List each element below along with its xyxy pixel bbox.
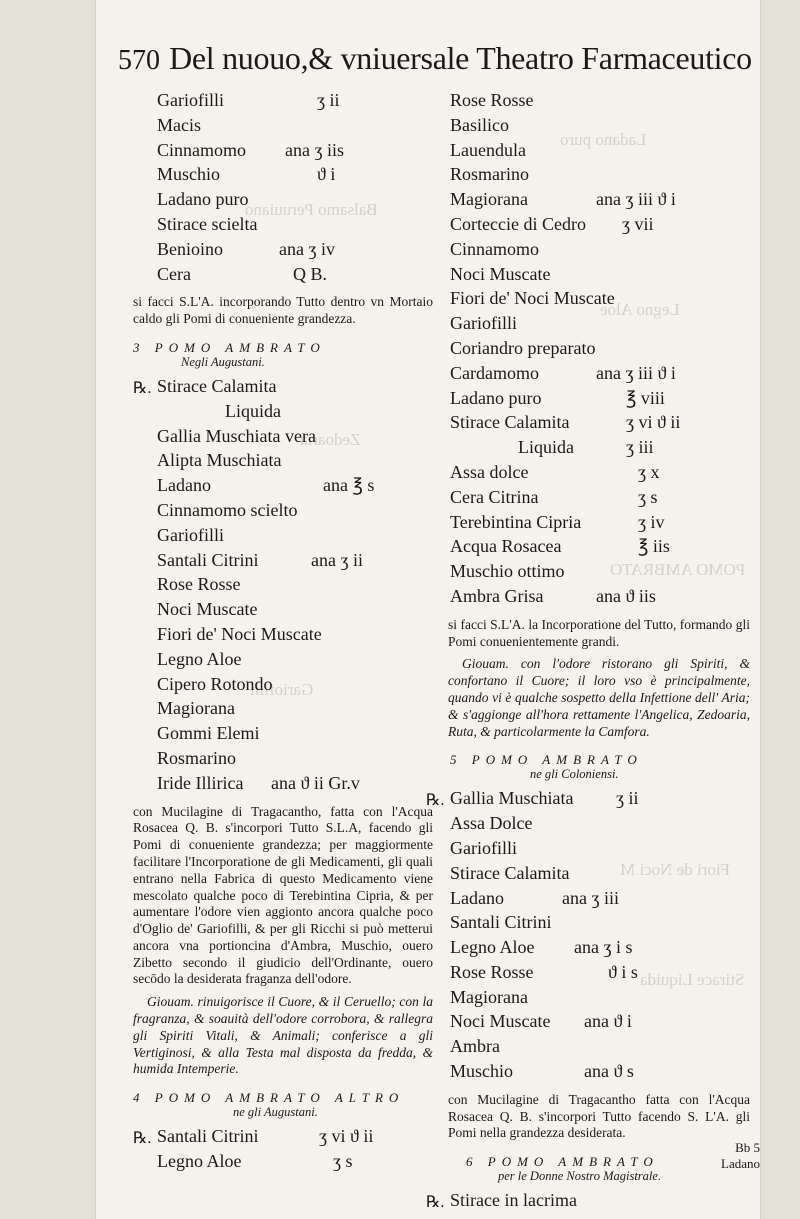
ingredient-name: Cipero Rotondo <box>157 673 273 694</box>
ingredient-list <box>426 1190 750 1215</box>
ingredient-name: Cardamomo <box>450 362 539 383</box>
ingredient-qty: ℥ viii <box>626 387 665 408</box>
ingredient-qty: ana ʒ iv <box>279 238 335 259</box>
ingredient-name: Muschio <box>450 1061 513 1082</box>
ingredient-row <box>426 962 750 987</box>
section-heading <box>450 1154 750 1184</box>
ingredient-name: Iride Illirica <box>157 772 244 793</box>
ingredient-qty: ana ℥ s <box>323 475 375 496</box>
ingredient-row <box>426 863 750 888</box>
ingredient-name: Cera Citrina <box>450 486 539 507</box>
ingredient-row <box>133 624 433 649</box>
recipe-symbol: ℞. <box>426 1194 445 1212</box>
ingredient-name: Basilico <box>450 114 509 135</box>
ingredient-qty: ϑ i s <box>608 961 638 982</box>
ingredient-row <box>133 115 433 140</box>
ingredient-name: Noci Muscate <box>450 263 551 284</box>
ingredient-row <box>133 698 433 723</box>
ingredient-row <box>133 599 433 624</box>
ingredient-row <box>133 1126 433 1151</box>
ingredient-list <box>133 90 433 288</box>
ingredient-name: Muschio <box>157 164 220 185</box>
ingredient-row <box>133 214 433 239</box>
ingredient-row <box>426 164 750 189</box>
ingredient-list <box>133 1126 433 1176</box>
ingredient-row <box>133 90 433 115</box>
virtues-paragraph: Giouam. con l'odore ristorano gli Spiriti, & confortano il Cuore; il loro vso è principalmente, quando vi è qualche sospetto della Infettione dell' Aria; & s'aggionge all'hora rettamente l'Angelica, Zedoaria, Ruta, & particolarmente la Camfora. <box>448 656 750 739</box>
ingredient-row <box>426 437 750 462</box>
ingredient-row <box>426 363 750 388</box>
bleed-through-text: Zedoaria <box>300 430 361 449</box>
ingredient-name: Acqua Rosacea <box>450 536 562 557</box>
ingredient-qty: ana ʒ i s <box>574 937 633 958</box>
ingredient-name: Cera <box>157 263 191 284</box>
ingredient-row <box>426 140 750 165</box>
ingredient-qty: ʒ x <box>638 461 660 482</box>
virtues-paragraph: Giouam. rinuigorisce il Cuore, & il Ceruello; con la fragranza, & soauità dell'odore corrobora, & rallegra gli Spiriti Vitali, & Animali; conferisce a gli Vertiginosi, & alla Testa mal disposta da fredda, & humida Intemperie. <box>133 994 433 1077</box>
bleed-through-text: Fiori de Noci M <box>620 860 731 879</box>
ingredient-list <box>133 376 433 798</box>
ingredient-row <box>133 450 433 475</box>
ingredient-row <box>426 888 750 913</box>
recipe-symbol: ℞. <box>426 792 445 810</box>
ingredient-name: Santali Citrini <box>157 1126 259 1147</box>
ingredient-row <box>426 462 750 487</box>
ingredient-qty: ʒ vi ϑ ii <box>626 412 681 433</box>
ingredient-name: Liquida <box>225 400 281 421</box>
ingredient-row <box>426 264 750 289</box>
ingredient-row <box>133 475 433 500</box>
ingredient-qty: ℥ iis <box>638 536 670 557</box>
ingredient-name: Ladano <box>450 887 504 908</box>
ingredient-name: Gariofilli <box>450 313 517 334</box>
ingredient-row <box>426 487 750 512</box>
ingredient-name: Gallia Muschiata vera <box>157 425 316 446</box>
ingredient-name: Gariofilli <box>157 90 224 110</box>
ingredient-row <box>133 773 433 798</box>
ingredient-row <box>133 1151 433 1176</box>
signature-mark <box>721 1140 760 1172</box>
ingredient-name: Gallia Muschiata <box>450 788 574 809</box>
ingredient-name: Muschio ottimo <box>450 561 565 582</box>
ingredient-name: Liquida <box>518 437 574 458</box>
instruction-paragraph: con Mucilagine di Tragacantho fatta con l'Acqua Rosacea Q. B. s'incorpori Tutto facendo S. L'A. gli Pomi nella grandezza desiderata. <box>448 1091 750 1141</box>
ingredient-name: Benioino <box>157 238 223 259</box>
ingredient-row <box>133 649 433 674</box>
ingredient-name: Legno Aloe <box>157 1151 242 1172</box>
ingredient-qty: Q B. <box>293 263 328 284</box>
ingredient-row <box>426 1190 750 1215</box>
ingredient-name: Ambra <box>450 1036 500 1057</box>
section-subtitle: per le Donne Nostro Magistrale. <box>498 1169 662 1184</box>
section-title: 3 POMO AMBRATO <box>133 339 326 355</box>
ingredient-qty: ana ϑ ii Gr.v <box>271 772 360 793</box>
section-subtitle: ne gli Augustani. <box>233 1105 318 1120</box>
ingredient-name: Coriandro preparato <box>450 337 596 358</box>
ingredient-name: Fiori de' Noci Muscate <box>450 288 615 309</box>
ingredient-name: Lauendula <box>450 139 526 160</box>
ingredient-name: Macis <box>157 114 201 135</box>
ingredient-name: Rose Rosse <box>157 574 241 595</box>
ingredient-name: Rose Rosse <box>450 961 534 982</box>
ingredient-name: Gommi Elemi <box>157 723 260 744</box>
ingredient-name: Stirace Calamita <box>157 375 277 396</box>
ingredient-row <box>133 674 433 699</box>
ingredient-name: Gariofilli <box>157 524 224 545</box>
instruction-paragraph: si facci S.L'A. la Incorporatione del Tutto, formando gli Pomi conuenientemente grandi. <box>448 616 750 649</box>
ingredient-qty: ʒ ii <box>616 788 639 809</box>
bleed-through-text: Balsamo Peruuiano <box>245 200 378 219</box>
ingredient-row <box>133 748 433 773</box>
ingredient-row <box>133 574 433 599</box>
ingredient-qty: ana ʒ iii ϑ i <box>596 189 676 210</box>
ingredient-name: Stirace Calamita <box>450 862 570 883</box>
ingredient-qty: ϑ i <box>317 164 336 185</box>
ingredient-row <box>426 987 750 1012</box>
ingredient-qty: ana ʒ ii <box>311 549 363 570</box>
ingredient-name: Corteccie di Cedro <box>450 213 586 234</box>
ingredient-name: Santali Citrini <box>157 549 259 570</box>
ingredient-name: Magiorana <box>450 189 528 210</box>
ingredient-row <box>133 376 433 401</box>
ingredient-name: Stirace in lacrima <box>450 1190 577 1211</box>
section-heading <box>133 340 433 370</box>
ingredient-row <box>426 388 750 413</box>
ingredient-row <box>426 912 750 937</box>
ingredient-row <box>133 264 433 289</box>
ingredient-row <box>426 788 750 813</box>
instruction-paragraph: si facci S.L'A. incorporando Tutto dentro vn Mortaio caldo gli Pomi di conueniente grandezza. <box>133 294 433 327</box>
ingredient-qty: ʒ iv <box>638 511 665 532</box>
instruction-paragraph: con Mucilagine di Tragacantho, fatta con l'Acqua Rosacea Q. B. s'incorpori Tutto S.L.A, facendo gli Pomi di conueniente grandezza; per maggiormente facilitare l'Incorporatione de gli Medicamenti, gli quali entrano nella Fabrica di questo Medicamento viene mescolato qualche poco di Terebintina Cipria, & per aumentare l'odore vien aggionto ancora qualche poco d'Oglio de' Gariofilli, & per gli Ricchi si può metterui ancora vna portioncina d'Ambra, Muschio, ouero Zibetto secondo il giudicio dell'Ordinante, ouero secōdo la desiderata fraganza dell'odore. <box>133 803 433 987</box>
section-title: 5 POMO AMBRATO <box>450 752 643 768</box>
ingredient-qty: ʒ iii <box>626 437 654 458</box>
bleed-through-text: Legno Aloe <box>600 300 680 319</box>
ingredient-row <box>426 1061 750 1086</box>
ingredient-name: Rosmarino <box>157 747 236 768</box>
recipe-symbol: ℞. <box>133 379 152 397</box>
ingredient-row <box>133 525 433 550</box>
section-title: 6 POMO AMBRATO <box>466 1154 659 1170</box>
ingredient-name: Noci Muscate <box>450 1011 551 1032</box>
ingredient-name: Ladano <box>157 475 211 496</box>
ingredient-row <box>426 239 750 264</box>
left-column <box>133 90 433 1176</box>
ingredient-row <box>426 313 750 338</box>
ingredient-row <box>133 189 433 214</box>
ingredient-qty: ana ʒ iii ϑ i <box>596 362 676 383</box>
ingredient-name: Cinnamomo scielto <box>157 499 298 520</box>
ingredient-qty: ana ϑ i <box>584 1011 632 1032</box>
ingredient-row <box>133 550 433 575</box>
ingredient-name: Ambra Grisa <box>450 585 544 606</box>
ingredient-qty: ana ʒ iis <box>285 139 344 160</box>
catchword: Ladano <box>721 1156 760 1171</box>
ingredient-row <box>426 1036 750 1061</box>
section-subtitle: ne gli Coloniensi. <box>530 767 619 782</box>
ingredient-name: Cinnamomo <box>450 238 539 259</box>
page-title: Del nuouo,& vniuersale Theatro Farmaceutico <box>169 40 752 76</box>
section-heading <box>133 1090 433 1120</box>
ingredient-row <box>133 164 433 189</box>
ingredient-name: Rose Rosse <box>450 90 534 110</box>
ingredient-name: Terebintina Cipria <box>450 511 582 532</box>
ingredient-row <box>133 401 433 426</box>
ingredient-row <box>426 412 750 437</box>
ingredient-row <box>426 189 750 214</box>
ingredient-row <box>133 426 433 451</box>
ingredient-qty: ʒ vii <box>622 213 654 234</box>
ingredient-name: Rosmarino <box>450 164 529 185</box>
ingredient-list <box>426 90 750 611</box>
right-column <box>426 90 750 1215</box>
ingredient-row <box>426 838 750 863</box>
ingredient-row <box>426 512 750 537</box>
ingredient-qty: ʒ s <box>333 1151 353 1172</box>
ingredient-row <box>133 500 433 525</box>
bleed-through-text: Ladano puro <box>560 130 647 149</box>
ingredient-name: Cinnamomo <box>157 139 246 160</box>
ingredient-name: Gariofilli <box>450 837 517 858</box>
ingredient-name: Ladano puro <box>450 387 542 408</box>
recipe-symbol: ℞. <box>133 1130 152 1148</box>
ingredient-qty: ʒ s <box>638 486 658 507</box>
ingredient-row <box>426 536 750 561</box>
section-heading <box>450 752 750 782</box>
ingredient-name: Legno Aloe <box>157 648 242 669</box>
ingredient-row <box>426 338 750 363</box>
ingredient-qty: ana ϑ s <box>584 1061 634 1082</box>
ingredient-row <box>426 586 750 611</box>
section-subtitle: Negli Augustani. <box>181 354 265 369</box>
ingredient-name: Assa Dolce <box>450 813 533 834</box>
bleed-through-text: Gariofilli <box>250 680 314 699</box>
ingredient-row <box>426 288 750 313</box>
ingredient-row <box>426 937 750 962</box>
ingredient-qty: ʒ vi ϑ ii <box>319 1126 374 1147</box>
ingredient-name: Assa dolce <box>450 461 529 482</box>
ingredient-name: Noci Muscate <box>157 599 258 620</box>
ingredient-name: Legno Aloe <box>450 937 535 958</box>
ingredient-qty: ana ʒ iii <box>562 887 619 908</box>
ingredient-row <box>426 1011 750 1036</box>
ingredient-name: Magiorana <box>157 698 235 719</box>
ingredient-qty: ʒ ii <box>317 90 340 110</box>
ingredient-qty: ana ϑ iis <box>596 585 656 606</box>
ingredient-row <box>426 561 750 586</box>
page-number: 570 <box>118 45 160 76</box>
section-title: 4 POMO AMBRATO ALTRO <box>133 1090 405 1106</box>
ingredient-row <box>133 239 433 264</box>
ingredient-name: Fiori de' Noci Muscate <box>157 623 322 644</box>
ingredient-row <box>133 723 433 748</box>
ingredient-row <box>133 140 433 165</box>
ingredient-name: Magiorana <box>450 986 528 1007</box>
ingredient-name: Santali Citrini <box>450 912 552 933</box>
ingredient-name: Stirace Calamita <box>450 412 570 433</box>
bleed-through-text: Stirace Liquida <box>640 970 745 989</box>
ingredient-row <box>426 813 750 838</box>
ingredient-name: Stirace scielta <box>157 213 258 234</box>
ingredient-row <box>426 115 750 140</box>
signature-text: Bb 5 <box>735 1140 760 1155</box>
ingredient-list <box>426 788 750 1086</box>
page-header <box>118 40 768 90</box>
bleed-through-text: POMO AMBRATO <box>610 560 746 579</box>
ingredient-name: Alipta Muschiata <box>157 450 282 471</box>
ingredient-name: Ladano puro <box>157 189 249 210</box>
ingredient-row <box>426 90 750 115</box>
ingredient-row <box>426 214 750 239</box>
